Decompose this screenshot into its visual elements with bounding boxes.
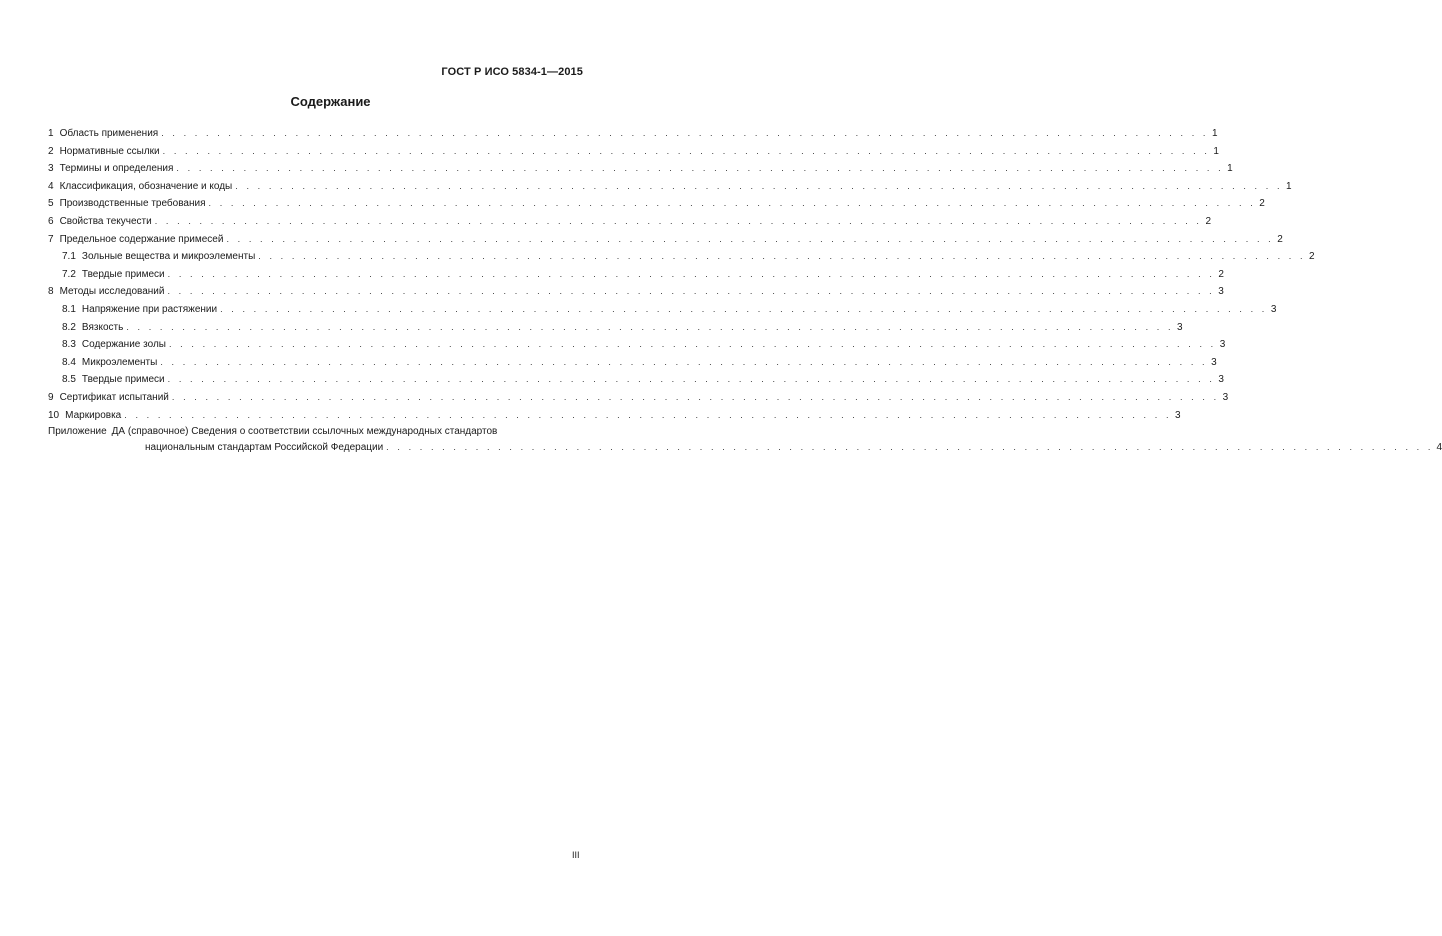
toc-leader-dots: . . . . . . . . . . . . . . . . . . . . . . . . . . . . . . . . . . . . . . . . . . . . . . . . . . . . . . . . . . . . . . . . . . . . . . . . . . . . . . . . . . . . . . . . . . . . . .: [168, 339, 1217, 350]
toc-entry-number: 9: [48, 391, 54, 403]
toc-entry-1[interactable]: [48, 126, 1218, 144]
toc-entry-label: Твердые примеси: [81, 374, 165, 386]
toc-entry-label: Содержание золы: [81, 339, 166, 351]
toc-leader-dots: . . . . . . . . . . . . . . . . . . . . . . . . . . . . . . . . . . . . . . . . . . . . . . . . . . . . . . . . . . . . . . . . . . . . . . . . . . . . . . . . . . . . . . . . . . . . . .: [154, 215, 1203, 226]
toc-entry-number: 5: [48, 198, 54, 210]
toc-leader-dots: . . . . . . . . . . . . . . . . . . . . . . . . . . . . . . . . . . . . . . . . . . . . . . . . . . . . . . . . . . . . . . . . . . . . . . . . . . . . . . . . . . . . . . . . . . . . . .: [208, 198, 1256, 209]
toc-leader-dots: . . . . . . . . . . . . . . . . . . . . . . . . . . . . . . . . . . . . . . . . . . . . . . . . . . . . . . . . . . . . . . . . . . . . . . . . . . . . . . . . . . . . . . . . . . . . . .: [386, 442, 1434, 453]
toc-entry-8-1[interactable]: [48, 302, 1277, 320]
toc-entry-9[interactable]: [48, 390, 1229, 408]
toc-entry-label: Производственные требования: [59, 198, 206, 210]
toc-entry-label: Термины и определения: [59, 163, 174, 175]
page-number: III: [572, 850, 580, 860]
toc-leader-dots: . . . . . . . . . . . . . . . . . . . . . . . . . . . . . . . . . . . . . . . . . . . . . . . . . . . . . . . . . . . . . . . . . . . . . . . . . . . . . . . . . . . . . . . . . . . . . .: [160, 356, 1208, 367]
table-of-contents: [48, 126, 1442, 455]
toc-entry-number: 7.1: [62, 251, 76, 263]
toc-entry-page: 2: [1259, 198, 1265, 210]
toc-leader-dots: . . . . . . . . . . . . . . . . . . . . . . . . . . . . . . . . . . . . . . . . . . . . . . . . . . . . . . . . . . . . . . . . . . . . . . . . . . . . . . . . . . . . . . . . . . . . . .: [176, 163, 1224, 174]
toc-entry-number: 8.5: [62, 374, 76, 386]
toc-leader-dots: . . . . . . . . . . . . . . . . . . . . . . . . . . . . . . . . . . . . . . . . . . . . . . . . . . . . . . . . . . . . . . . . . . . . . . . . . . . . . . . . . . . . . . . . . . . . . .: [162, 145, 1210, 156]
toc-leader-dots: . . . . . . . . . . . . . . . . . . . . . . . . . . . . . . . . . . . . . . . . . . . . . . . . . . . . . . . . . . . . . . . . . . . . . . . . . . . . . . . . . . . . . . . . . . . . . .: [167, 374, 1215, 385]
toc-leader-dots: . . . . . . . . . . . . . . . . . . . . . . . . . . . . . . . . . . . . . . . . . . . . . . . . . . . . . . . . . . . . . . . . . . . . . . . . . . . . . . . . . . . . . . . . . . . . . .: [161, 128, 1209, 138]
toc-leader-dots: . . . . . . . . . . . . . . . . . . . . . . . . . . . . . . . . . . . . . . . . . . . . . . . . . . . . . . . . . . . . . . . . . . . . . . . . . . . . . . . . . . . . . . . . . . . . . .: [126, 321, 1174, 332]
toc-entry-8-3[interactable]: [48, 337, 1226, 355]
toc-entry-appendix[interactable]: [48, 425, 1442, 455]
toc-entry-3[interactable]: [48, 161, 1233, 179]
toc-entry-number: 1: [48, 128, 54, 139]
toc-entry-7-1[interactable]: [48, 249, 1315, 267]
toc-entry-8[interactable]: [48, 284, 1224, 302]
toc-entry-number: 8.3: [62, 339, 76, 351]
toc-entry-label: Методы исследований: [59, 286, 165, 298]
toc-leader-dots: . . . . . . . . . . . . . . . . . . . . . . . . . . . . . . . . . . . . . . . . . . . . . . . . . . . . . . . . . . . . . . . . . . . . . . . . . . . . . . . . . . . . . . . . . . . . . .: [167, 286, 1215, 297]
toc-entry-page: 3: [1218, 286, 1224, 298]
toc-entry-number: 4: [48, 180, 54, 192]
toc-entry-label: Твердые примеси: [81, 268, 165, 280]
toc-leader-dots: . . . . . . . . . . . . . . . . . . . . . . . . . . . . . . . . . . . . . . . . . . . . . . . . . . . . . . . . . . . . . . . . . . . . . . . . . . . . . . . . . . . . . . . . . . . . . .: [220, 303, 1268, 314]
toc-entry-number: 3: [48, 163, 54, 175]
page-title: Содержание: [290, 94, 371, 109]
toc-leader-dots: . . . . . . . . . . . . . . . . . . . . . . . . . . . . . . . . . . . . . . . . . . . . . . . . . . . . . . . . . . . . . . . . . . . . . . . . . . . . . . . . . . . . . . . . . . . . . .: [124, 409, 1172, 420]
toc-entry-label: Предельное содержание примесей: [59, 233, 224, 245]
toc-entry-page: 2: [1205, 215, 1212, 227]
toc-entry-number: 8: [48, 286, 54, 298]
toc-entry-7[interactable]: [48, 232, 1283, 250]
toc-entry-7-2[interactable]: [48, 267, 1224, 285]
toc-entry-6[interactable]: [48, 214, 1212, 232]
appendix-first-line: [48, 425, 583, 440]
toc-entry-page: 3: [1219, 339, 1226, 351]
toc-entry-5[interactable]: [48, 196, 1265, 214]
toc-entry-page: 3: [1218, 374, 1224, 386]
toc-entry-number: 8.1: [62, 303, 76, 315]
toc-entry-label: Классификация, обозначение и коды: [59, 180, 233, 192]
toc-entry-number: 8.2: [62, 321, 76, 333]
toc-leader-dots: . . . . . . . . . . . . . . . . . . . . . . . . . . . . . . . . . . . . . . . . . . . . . . . . . . . . . . . . . . . . . . . . . . . . . . . . . . . . . . . . . . . . . . . . . . . . . .: [171, 391, 1220, 402]
toc-leader-dots: . . . . . . . . . . . . . . . . . . . . . . . . . . . . . . . . . . . . . . . . . . . . . . . . . . . . . . . . . . . . . . . . . . . . . . . . . . . . . . . . . . . . . . . . . . . . . .: [235, 180, 1283, 191]
appendix-title-part2: национальным стандартам Российской Федерации: [145, 442, 384, 454]
toc-entry-number: 6: [48, 215, 54, 227]
toc-entry-8-4[interactable]: [48, 355, 1217, 373]
toc-entry-8-5[interactable]: [48, 372, 1224, 390]
document-header: ГОСТ Р ИСО 5834-1—2015: [441, 66, 583, 78]
toc-entry-label: Нормативные ссылки: [59, 145, 160, 157]
toc-leader-dots: . . . . . . . . . . . . . . . . . . . . . . . . . . . . . . . . . . . . . . . . . . . . . . . . . . . . . . . . . . . . . . . . . . . . . . . . . . . . . . . . . . . . . . . . . . . . . .: [226, 233, 1274, 244]
toc-entry-page: 2: [1218, 268, 1224, 280]
toc-entry-page: 3: [1270, 303, 1277, 315]
toc-entry-number: 7.2: [62, 268, 76, 280]
toc-entry-label: Вязкость: [81, 321, 124, 333]
toc-entry-label: Свойства текучести: [59, 215, 152, 227]
toc-entry-2[interactable]: [48, 144, 1219, 162]
toc-entry-10[interactable]: [48, 408, 1181, 426]
toc-entry-label: Микроэлементы: [81, 356, 158, 368]
toc-entry-label: Сертификат испытаний: [59, 391, 169, 403]
toc-entry-number: 2: [48, 145, 54, 157]
toc-entry-page: 4: [1436, 442, 1442, 454]
appendix-lead: Приложение: [48, 426, 107, 438]
toc-entry-label: Напряжение при растяжении: [81, 303, 218, 315]
appendix-title-part1: ДА (справочное) Сведения о соответствии ссылочных международных стандартов: [111, 426, 498, 438]
toc-entry-page: 1: [1227, 163, 1233, 175]
toc-entry-8-2[interactable]: [48, 320, 1183, 338]
toc-entry-4[interactable]: [48, 179, 1292, 197]
toc-entry-label: Область применения: [59, 128, 159, 139]
toc-entry-page: 3: [1174, 409, 1181, 421]
toc-entry-page: 3: [1211, 356, 1217, 368]
toc-entry-page: 2: [1309, 251, 1315, 263]
toc-entry-label: Маркировка: [65, 409, 122, 421]
toc-entry-page: 1: [1213, 145, 1219, 157]
toc-leader-dots: . . . . . . . . . . . . . . . . . . . . . . . . . . . . . . . . . . . . . . . . . . . . . . . . . . . . . . . . . . . . . . . . . . . . . . . . . . . . . . . . . . . . . . . . . . . . . .: [167, 268, 1215, 279]
toc-entry-number: 8.4: [62, 356, 76, 368]
toc-entry-page: 3: [1222, 391, 1229, 403]
toc-entry-number: 7: [48, 233, 54, 245]
toc-entry-number: 10: [48, 409, 60, 421]
toc-entry-page: 1: [1211, 128, 1218, 139]
toc-entry-page: 3: [1177, 321, 1183, 333]
toc-entry-page: 2: [1277, 233, 1283, 245]
toc-entry-page: 1: [1285, 180, 1292, 192]
toc-entry-label: Зольные вещества и микроэлементы: [81, 251, 256, 263]
toc-leader-dots: . . . . . . . . . . . . . . . . . . . . . . . . . . . . . . . . . . . . . . . . . . . . . . . . . . . . . . . . . . . . . . . . . . . . . . . . . . . . . . . . . . . . . . . . . . . . . .: [258, 251, 1306, 262]
appendix-second-line: [48, 440, 1442, 455]
